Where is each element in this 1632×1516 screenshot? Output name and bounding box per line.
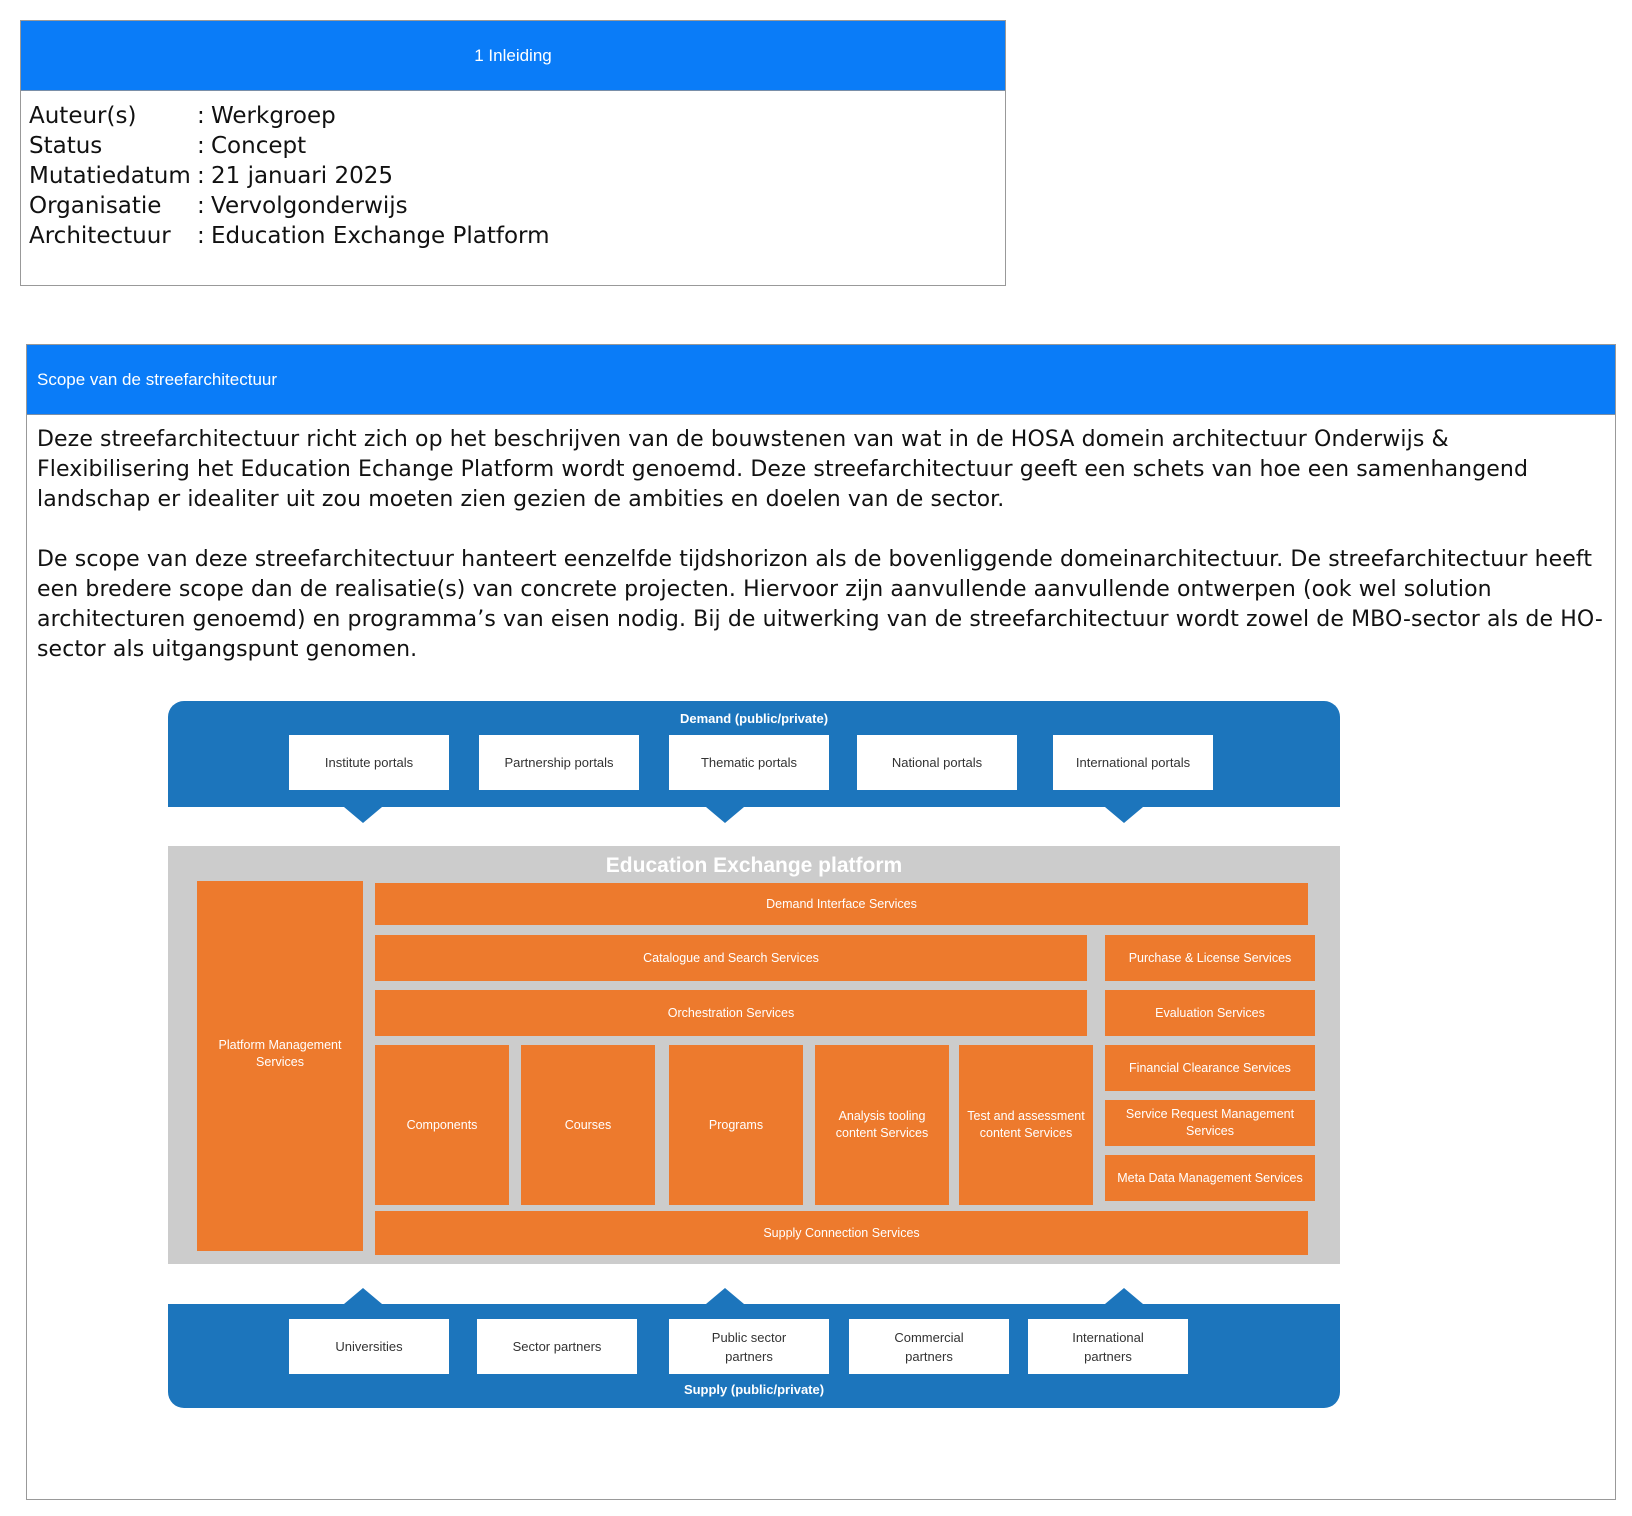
demand-label: Demand (public/private) xyxy=(679,711,829,726)
scope-panel xyxy=(26,344,1616,1500)
content-courses: Courses xyxy=(521,1045,655,1205)
service-request-management-services: Service Request Management Services xyxy=(1105,1100,1315,1146)
demand-item: Partnership portals xyxy=(479,735,639,790)
platform-title: Education Exchange platform xyxy=(605,854,903,877)
metadata-value: 21 januari 2025 xyxy=(211,163,394,189)
demand-item: International portals xyxy=(1053,735,1213,790)
evaluation-services: Evaluation Services xyxy=(1105,990,1315,1036)
content-components: Components xyxy=(375,1045,509,1205)
metadata-table xyxy=(29,101,1005,251)
metadata-value: Concept xyxy=(211,133,307,159)
metadata-separator: : xyxy=(197,193,205,219)
supply-item: Public sector partners xyxy=(669,1319,829,1374)
content-analysis-tooling: Analysis tooling content Services xyxy=(815,1045,949,1205)
purchase-license-services: Purchase & License Services xyxy=(1105,935,1315,981)
metadata-separator: : xyxy=(197,223,205,249)
supply-item: International partners xyxy=(1028,1319,1188,1374)
metadata-label: Architectuur xyxy=(29,223,171,249)
content-test-assessment: Test and assessment content Services xyxy=(959,1045,1093,1205)
metadata-value: Education Exchange Platform xyxy=(211,223,550,249)
supply-arrow xyxy=(706,1288,744,1304)
metadata-row xyxy=(29,101,1005,131)
metadata-row xyxy=(29,131,1005,161)
supply-connection-services: Supply Connection Services xyxy=(375,1211,1308,1255)
demand-interface-services: Demand Interface Services xyxy=(375,883,1308,925)
supply-item: Universities xyxy=(289,1319,449,1374)
metadata-separator: : xyxy=(197,163,205,189)
meta-data-management-services: Meta Data Management Services xyxy=(1105,1155,1315,1201)
metadata-value: Vervolgonderwijs xyxy=(211,193,408,219)
catalogue-search-services: Catalogue and Search Services xyxy=(375,935,1087,981)
scope-paragraph-2: De scope van deze streefarchitectuur hanteert eenzelfde tijdshorizon als de bovenliggende domeinarchitectuur. De streefarchitectuur heeft een bredere scope dan de realisatie(s) van concrete projecten. Hiervoor zijn aanvullende aanvullende ontwerpen (ook wel solution architecturen genoemd) en programma’s van eisen nodig. Bij de uitwerking van de streefarchitectuur wordt zowel de MBO-sector als de HO-sector als uitgangspunt genomen. xyxy=(37,547,1603,662)
metadata-label: Auteur(s) xyxy=(29,103,137,129)
metadata-row xyxy=(29,191,1005,221)
architecture-diagram xyxy=(27,345,1615,1499)
demand-arrow xyxy=(1105,807,1143,823)
financial-clearance-services: Financial Clearance Services xyxy=(1105,1045,1315,1091)
platform-management-services: Platform Management Services xyxy=(197,881,363,1251)
supply-arrow xyxy=(1105,1288,1143,1304)
metadata-separator: : xyxy=(197,133,205,159)
metadata-row xyxy=(29,221,1005,251)
demand-item: Institute portals xyxy=(289,735,449,790)
supply-item: Commercial partners xyxy=(849,1319,1009,1374)
orchestration-services: Orchestration Services xyxy=(375,990,1087,1036)
demand-item: Thematic portals xyxy=(669,735,829,790)
demand-arrow xyxy=(706,807,744,823)
content-programs: Programs xyxy=(669,1045,803,1205)
metadata-label: Organisatie xyxy=(29,193,162,219)
scope-title: Scope van de streefarchitectuur xyxy=(37,369,278,389)
demand-item: National portals xyxy=(857,735,1017,790)
scope-paragraph-1: Deze streefarchitectuur richt zich op het beschrijven van de bouwstenen van wat in de HOSA domein architectuur Onderwijs & Flexibilisering het Education Echange Platform wordt genoemd. Deze streefarchitectuur geeft een schets van hoe een samenhangend landschap er idealiter uit zou moeten zien gezien de ambities en doelen van de sector. xyxy=(37,427,1529,512)
intro-title: 1 Inleiding xyxy=(474,45,552,65)
intro-panel xyxy=(20,20,1006,286)
demand-arrow xyxy=(344,807,382,823)
metadata-separator: : xyxy=(197,103,205,129)
metadata-row xyxy=(29,161,1005,191)
supply-arrow xyxy=(344,1288,382,1304)
metadata-value: Werkgroep xyxy=(211,103,336,129)
intro-header xyxy=(21,21,1005,91)
metadata-label: Mutatiedatum xyxy=(29,163,191,189)
supply-item: Sector partners xyxy=(477,1319,637,1374)
metadata-label: Status xyxy=(29,133,103,159)
scope-header xyxy=(27,345,1615,415)
supply-label: Supply (public/private) xyxy=(683,1382,825,1397)
